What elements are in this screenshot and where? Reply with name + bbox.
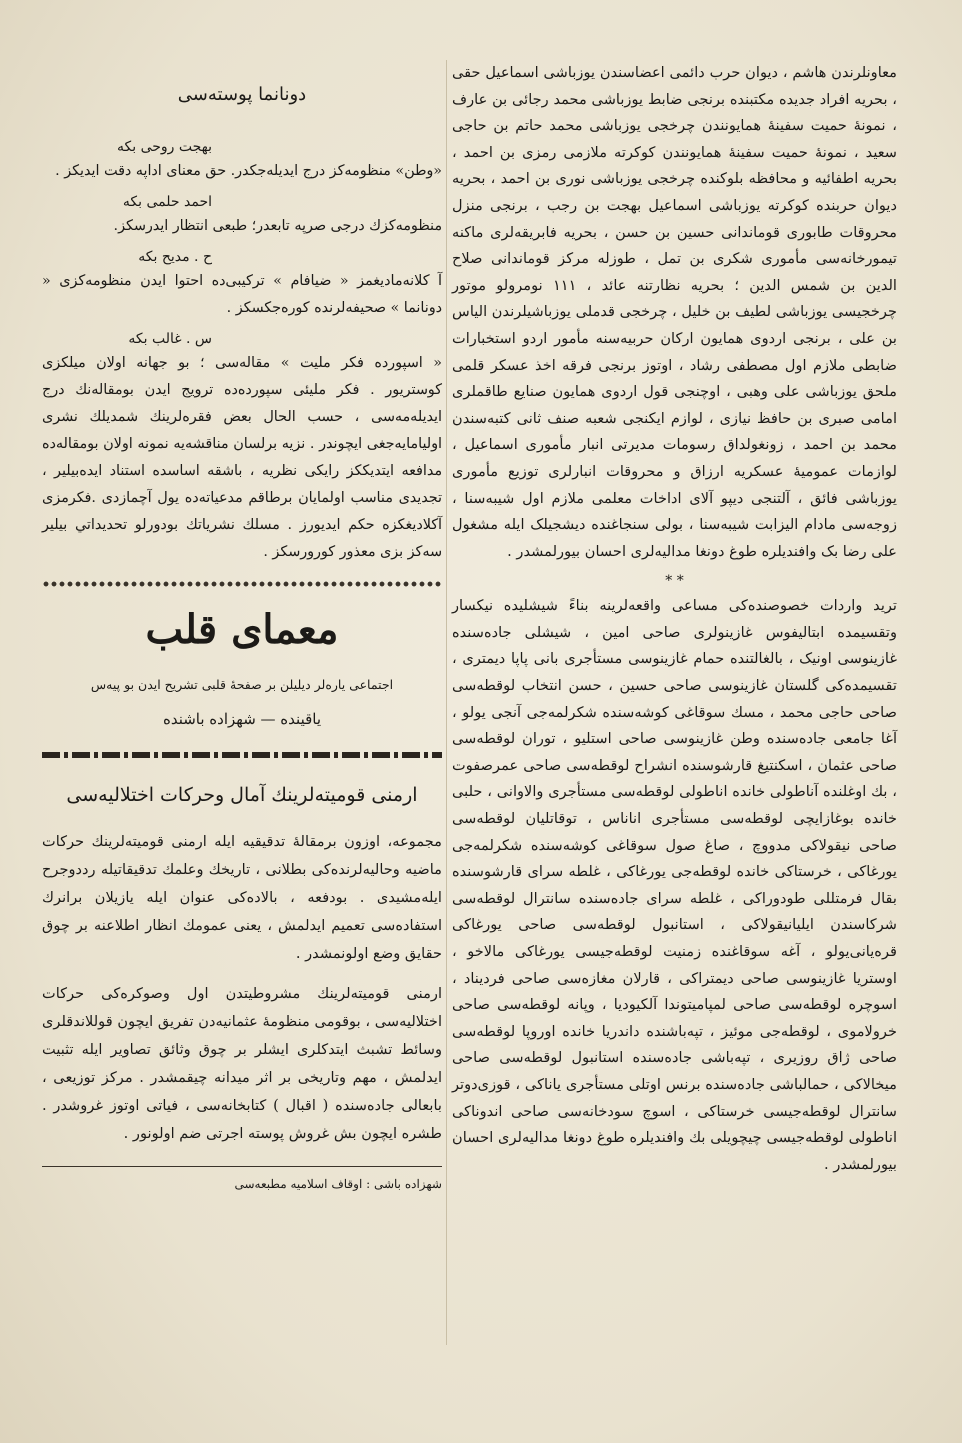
footer-rule — [42, 1166, 442, 1167]
play-intro: اجتماعی یاره‌لر دیلیلن بر صفحهٔ قلبی تشریح ایدن بو پیه‌س — [90, 677, 394, 692]
left-column — [42, 62, 442, 1193]
reply-text: «وطن» منظومه‌کز درج ایدیله‌جکدر. حق معنای اداپه دقت ایدیکز . — [55, 163, 442, 179]
reply-text: آ کلانه‌مادیغمز « ضیافام » ترکیبی‌ده احتوا ایدن منظومه‌کزی « دونانما » صحیفه‌لرنده کوره‌جکسکز . — [42, 273, 442, 316]
play-title: معمای قلب — [145, 606, 339, 653]
reply-text: « اسپورده فکر ملیت » مقاله‌سی ؛ بو جهانه اولان میلکزی کوستریور . فکر ملیئی سپورده‌ده ترویج ایدن بومقاله‌نك درج ایدیله‌مه‌سی ، حسب الحال بعض فقره‌لرینك شمدیلك نشری اولیامایه‌جغی ایچوندر . نزیه برلسان مناقشه‌یه نمونه اولان بومقاله‌ده مدافعه ایتدیککز رایکی نظریه ، باشقه اساسده استناد ایده‌بیلیر ، تجدیدی مناسب اولمایان برطاقم مدعیاته‌ده یول آچمازدی .فکرمزی آکلادیغکزه حکم ایدیورز . مسلك نشرياتك بودورلو تحديداتي بيلير سه‌کز بزی معذور کورورسکز . — [42, 355, 442, 560]
reply-item — [42, 246, 442, 322]
column-divider — [446, 60, 447, 1345]
book-review-title: ارمنی قومیته‌لرینك آمال وحرکات اختلالیه‌سی — [66, 784, 418, 806]
reply-item — [42, 191, 442, 240]
reply-item — [42, 328, 442, 566]
printer-imprint: شهزاده باشی : اوقاف اسلامیه مطبعه‌سی — [234, 1177, 442, 1191]
reply-recipient: ح . مدیح بکه — [138, 249, 212, 265]
right-column — [452, 60, 897, 1178]
play-byline: یاقینده — شهزاده باشنده — [162, 710, 322, 728]
book-review-paragraph: ارمنی قومیته‌لرینك مشروطیتدن اول وصوکره‌کی حرکات اختلالیه‌سی ، بوقومی منظومهٔ عثمانیه‌دن تفریق ایچون قوللاندقلری وسائط تشبث ایتدکلری ایشلر بر چوق وثائق تصاویر ایله تثبیت ایدلمش ، مهم وتاریخی بر اثر میدانه چیقمشدر . مرکز توزیعی ، بابعالی جاده‌سنده ( اقبال ) کتابخانه‌سی ، فیاتی اوتوز غروشدر . طشره ایچون بش غروش پوسته اجرتی ضم اولونور . — [42, 985, 442, 1142]
reply-recipient: بهجت روحی بکه — [116, 139, 212, 155]
restaurant-announcement-paragraph: ترید واردات خصوصنده‌کی مساعی واقعه‌لرینه بناءً شیشلیده نیکسار وتقسیمده ابتالیفوس غازینولری صاحی امین ، شیشلی جاده‌سنده غازینوسی اونیک ، بالغالتنده حمام غازینوسی مستأجری بانی پاپا دیمتری ، تقسیمده‌کی گلستان غازینوسی صاحی حسین ، حسن انتخاب لوقطه‌سی صاحی حاجی محمد ، مسك سوقاغی کوشه‌سنده شکرلمه‌جی آنجی یولو ، آغا جامعی جاده‌سنده وطن غازینوسی صاحی استلیو ، توران لوقطه‌سی صاحی عثمان ، اسکنتیغ قارشوسنده انشراح لوقطه‌سی صاحی عمرصفوت ، بك اوغلنده آناطولی خانده اناطولی لوقطه‌سی مستأجری والاوانی ، حلبی خانده بوغازایچی لوقطه‌سی مستأجری اناناس ، توقاتلیان لوقطه‌سی صاحی نیقولاکی مدووچ ، صاغ صول سوقاغی کوشه‌سنده شکرلمه‌جی یورغاکی ، خرستاکی خانده لوقطه‌جی یورغاکی ، غلطه سرای قارشوسنده بقال فرمتللی طودوراکی ، غلطه سرای جاده‌سنده سانترال لوقطه‌سی شرکاسندن ایلیانیقولاکی ، استانبول لوقطه‌سی صاحی یورغاکی قره‌یانی‌یولو ، آغه سوقاغنده زمنیت لوقطه‌جیسی یورغاکی مالاخو ، اوستریا غازینوسی صاحی دیمتراکی ، قارلان مغازه‌سی صاحی فردیناد ، اسوچره لوقطه‌سی صاحی لمپامیتوندا آلکیودیا ، وپانه لوقطه‌سی صاحی خرولاموی ، لوقطه‌جی موئیز ، تپه‌باشنده داندریا خانده اوروپا لوقطه‌سی صاحی ژاق روزیری ، تپه‌باشی جاده‌سنده استانبول لوقطه‌سی صاحی میخالاکی ، حمالباشی جاده‌سنده برنس اوتلی مستأجری یاناکی ، قوزی‌دوتر سانترال لوقطه‌جیسی خرستاکی ، اسوچ سودخانه‌سی صاحی اندوناکی اناطولی لوقطه‌جیسی چیچویلی بك وافندیلره طوغ دونغا مدالیه‌لری احسان بیورلمشدر . — [452, 597, 897, 1173]
reply-item — [42, 136, 442, 185]
reply-recipient: احمد حلمی بکه — [122, 194, 212, 210]
dashed-ornament-rule — [42, 752, 442, 758]
mailbox-header: دونانما پوسته‌سی — [177, 84, 307, 105]
reply-recipient: س . غالب بکه — [128, 331, 212, 347]
dotted-ornament-rule — [42, 580, 442, 588]
reply-text: منظومه‌کزك درجی صرپه تابعدر؛ طبعی انتظار ایدرسکز. — [113, 218, 442, 234]
decoration-announcement-paragraph: معاونلرندن هاشم ، دیوان حرب دائمی اعضاسندن یوزباشی اسماعیل حقی ، بحریه افراد جدیده مکتبنده برنجی ضابط یوزباشی محمد رجائی بن عارف ، نمونهٔ حمیت سفینهٔ همایونندن چرخجی یوزباشی محمد حاتم بن حاجی سعید ، نمونهٔ حمیت سفینهٔ همایونندن کوکرته ملازمی رمزی بن احمد ، بحریه اطفائیه و محافظه بلوکنده چرخجی یوزباشی نوری بن احمد ، بحریه دیوان حربنده کوکرته یوزباشی اسماعیل بهجت بن رجب ، برنجی منزل محروقات طابوری قوماندانی حسین بن حسن ، بحریه فابریقه‌لری ماکنه تیمورخانه‌سی مأموری شکری بن تمل ، طوزله مرکز قوماندانی صلاح الدین بن شمس الدین ؛ بحریه نظارتنه عائد ، ۱۱۱ نومرولو موتور چرخجیسی یوزباشی لطیف بن خلیل ، چرخجی قدملی یوزباشیلرندن الیاس بن علی ، برنجی اردوی همایون ارکان حربیه‌سنه مأمور اردو استخبارات ضابطی ملازم اول مصطفی رشاد ، اوتوز برنجی فرقه اخذ عسکر قلمی ملحق یوزباشی علی وهبی ، اوچنجی قول اردوی همایون صنایع طاقملری امامی صبری بن حافظ نیازی ، لوازم ایکنجی شعبه صنف ثانی کتبه‌سندن محمد بن احمد ، زونغولداق رسومات مدیرتی انبار مأموری اسماعیل ، لوازمات عمومیهٔ عسکریه ارزاق و محروقات انبارلری توزیع مأموری یوزباشی فائق ، آلتنجی دیپو آلای اداخات معلمی ملازم اول شیبه‌سنا ، زوجه‌سی مادام الیزابت شیبه‌سنا ، بولی سنجاغنده دیشجیلک ایله مشغول علی رضا بک وافندیلره طوغ دونغا مدالیه‌لری احسان بیورلمشدر . — [452, 64, 897, 560]
book-review-paragraph: مجموعه، اوزون برمقالهٔ تدقیقیه ایله ارمنی قومیته‌لرینك حرکات ماضیه وحالیه‌لرنده‌کی بطلانی ، تاریخك وعلمك تدقیقاتیله رددوجرح ایله‌مشیدی . بودفعه ، بالاده‌کی عنوان ایله یازیلان برانرك استفاده‌سی تعمیم ایدلمش ، یعنی عمومك انظار اطلاعنه بر چوق حقایق وضع اولونمشدر . — [42, 833, 442, 962]
section-separator: * * — [665, 573, 684, 590]
